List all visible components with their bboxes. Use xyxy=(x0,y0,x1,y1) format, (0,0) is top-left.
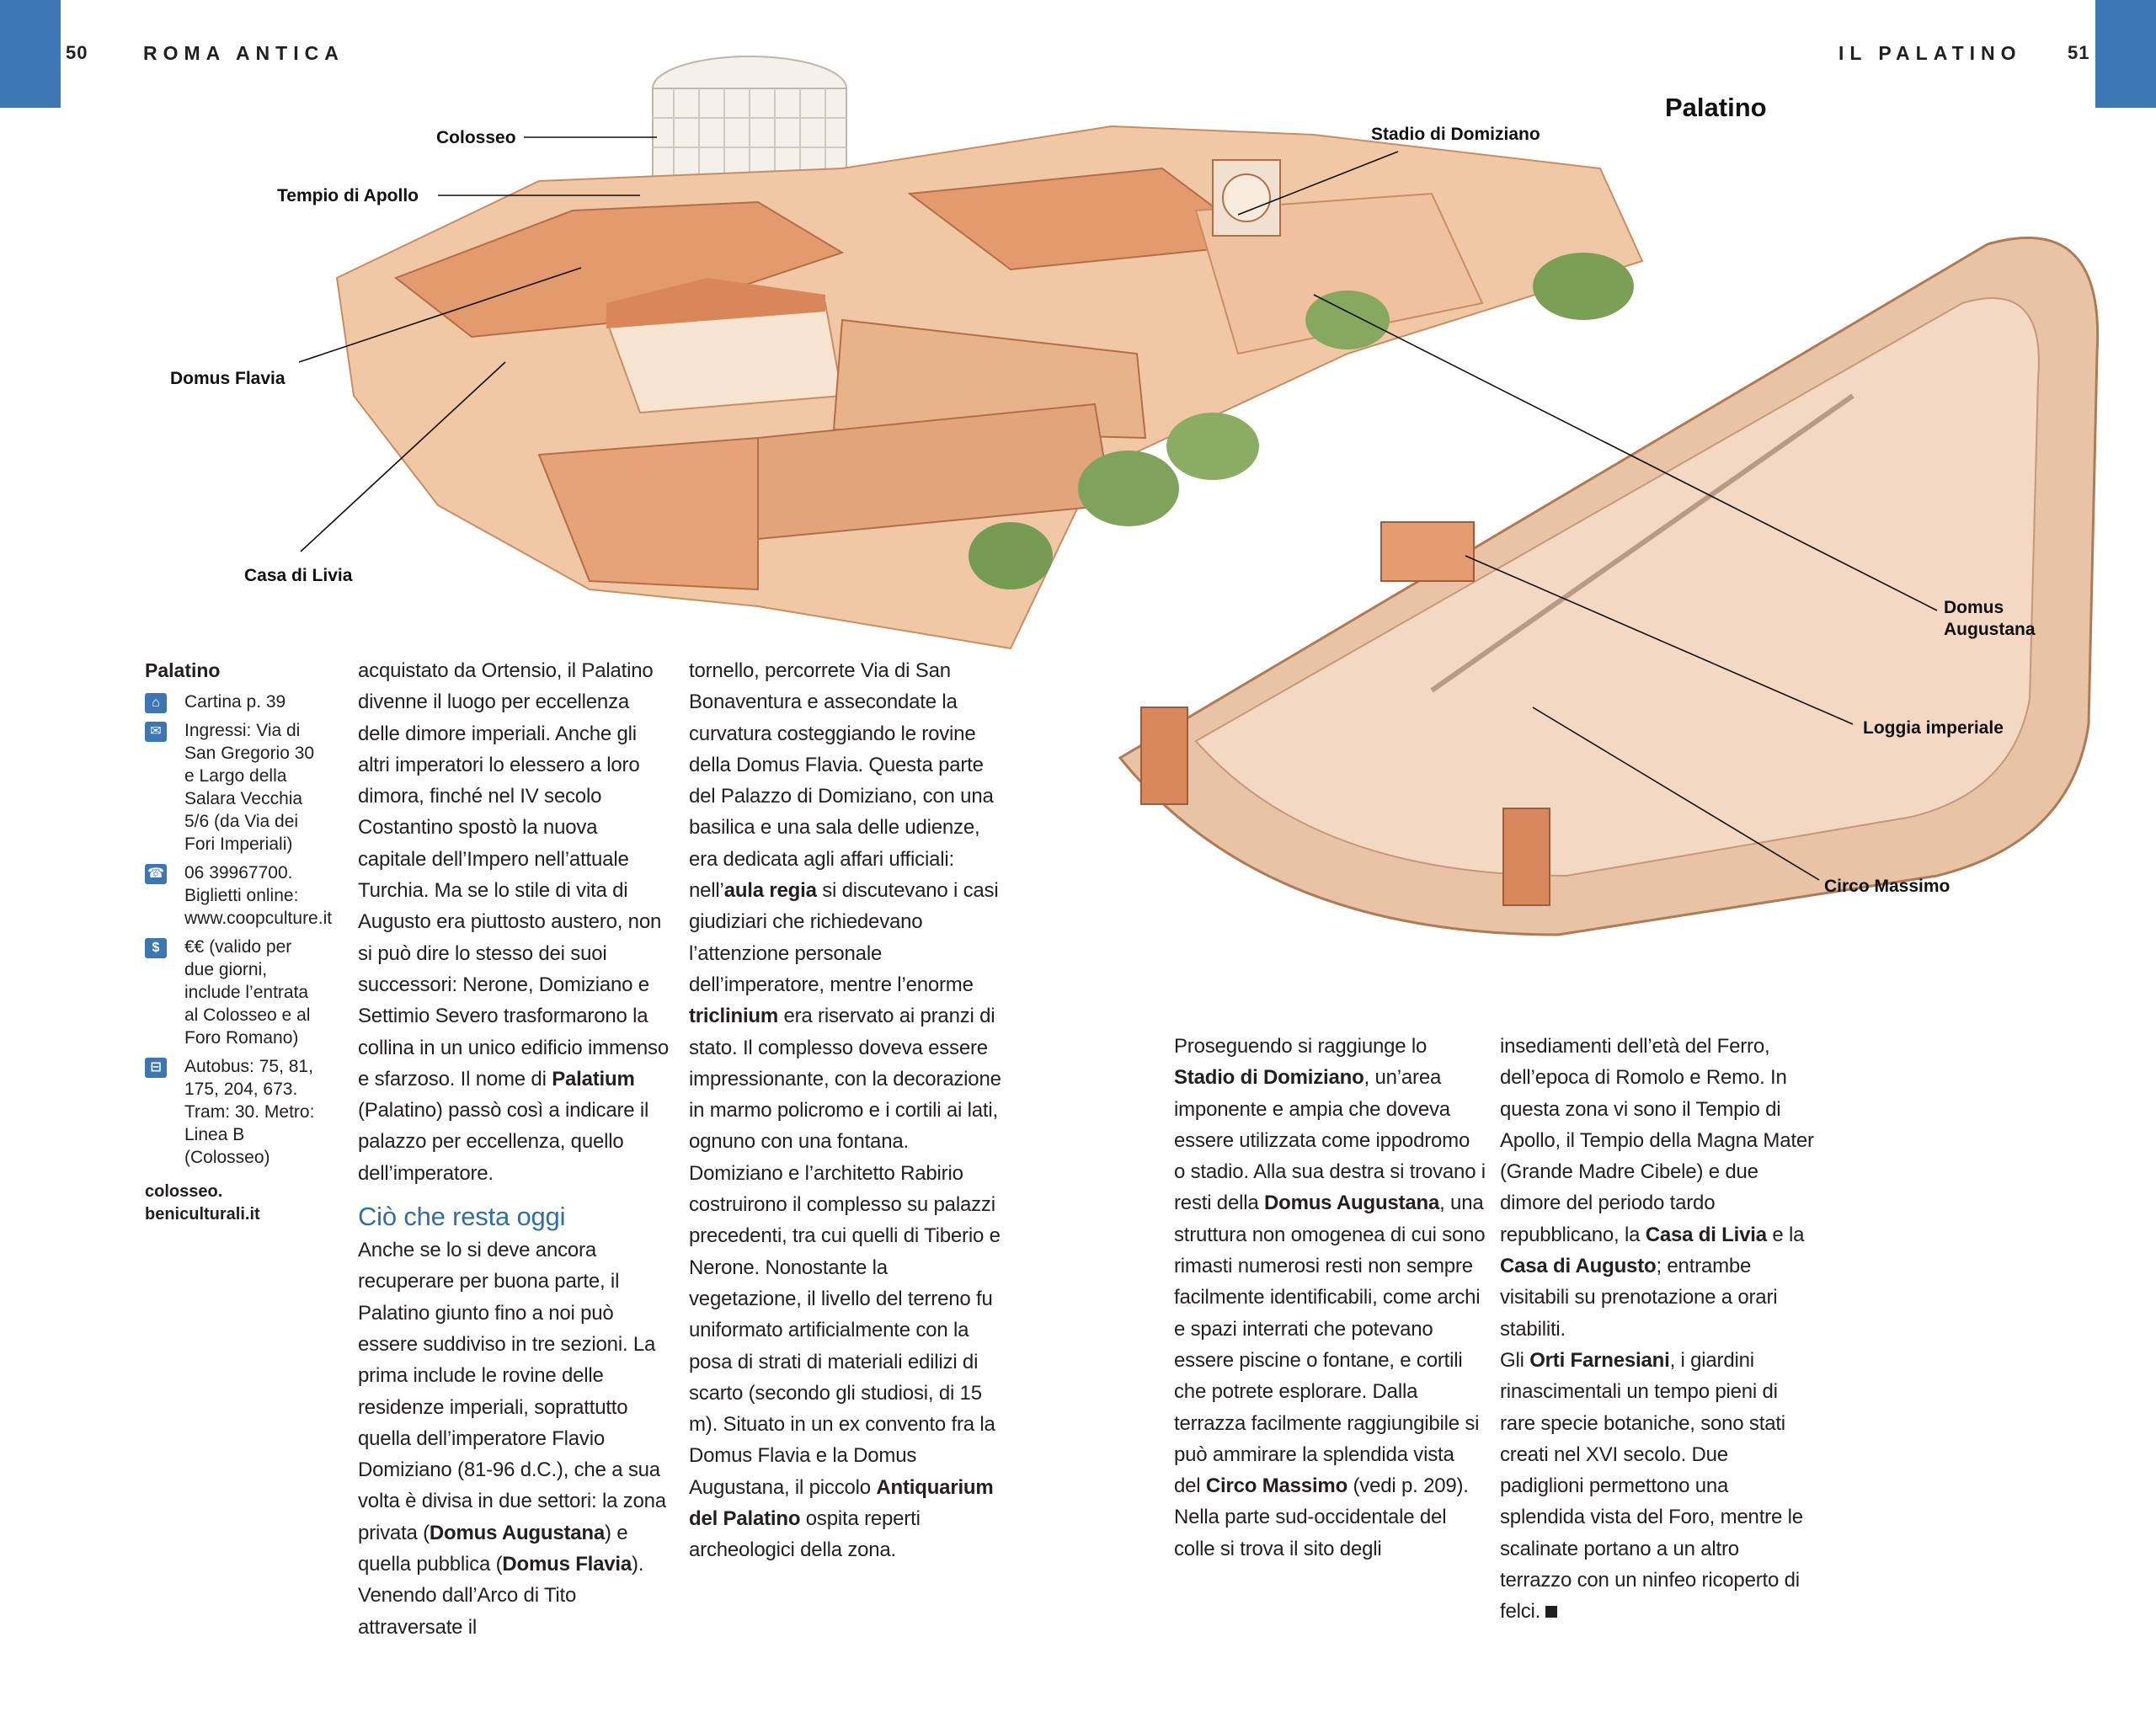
transport-icon: ⊟ xyxy=(145,1058,167,1078)
label-circo: Circo Massimo xyxy=(1824,877,1951,896)
info-row-address: ✉ Ingressi: Via di San Gregorio 30 e Largo della Salara Vecchia 5/6 (da Via dei Fori Imperiali) xyxy=(145,719,322,856)
label-domus-flavia: Domus Flavia xyxy=(170,369,286,388)
left-running-title: ROMA ANTICA xyxy=(143,42,344,64)
right-page-number: 51 xyxy=(2068,42,2090,63)
phone-icon: ☎ xyxy=(145,864,167,884)
text-column-3 xyxy=(1174,1031,1486,1565)
end-of-article-mark xyxy=(1545,1606,1557,1618)
illustration-title: Palatino xyxy=(1665,93,1767,122)
section-heading: Ciò che resta oggi xyxy=(358,1202,566,1232)
info-website-link[interactable]: colosseo. beniculturali.it xyxy=(145,1182,260,1224)
paragraph: insediamenti dell’età del Ferro, dell’epoca di Romolo e Remo. In questa zona vi sono il Tempio di Apollo, il Tempio della Magna Mater (Grande Madre Cibele) e due dimore del periodo tardo repubblicano, la Casa di Livia e la Casa di Augusto; entrambe visitabili su prenotazione a orari stabiliti. xyxy=(1500,1035,1814,1341)
map-icon: ⌂ xyxy=(145,693,167,713)
info-title: Palatino xyxy=(145,659,221,681)
label-tempio-apollo: Tempio di Apollo xyxy=(277,186,419,205)
address-icon: ✉ xyxy=(145,722,167,742)
label-loggia: Loggia imperiale xyxy=(1863,718,2004,738)
paragraph: acquistato da Ortensio, il Palatino divenne il luogo per eccellenza delle dimore imperiali. Anche gli altri imperatori lo elessero a loro dimora, finché nel IV secolo Costantino spostò la nuova capitale dell’Impero nell’attuale Turchia. Ma se lo stile di vita di Augusto era piuttosto austero, non si può dire lo stesso dei suoi successori: Nerone, Domiziano e Settimio Severo trasformarono la collina in un unico edificio immenso e sfarzoso. Il nome di Palatium (Palatino) passò così a indicare il palazzo per eccellenza, quello dell’imperatore. xyxy=(358,659,669,1185)
paragraph: tornello, percorrete Via di San Bonaventura e assecondate la curvatura costeggiando le rovine della Domus Flavia. Questa parte del Palazzo di Domiziano, con una basilica e una sala delle udienze, era dedicata agli affari ufficiali: nell’aula regia si discutevano i casi giudiziari che richiedevano l’attenzione personale dell’imperatore, mentre l’enorme triclinium era riservato ai pranzi di stato. Il complesso doveva essere impressionante, con la decorazione in marmo policromo e i cortili ai lati, ognuno con una fontana. Domiziano e l’architetto Rabirio costruirono il complesso su palazzi precedenti, tra cui quelli di Tiberio e Nerone. Nonostante la vegetazione, il livello del terreno fu uniformato artificialmente con la posa di strati di materiali edilizi di scarto (secondo gli studiosi, di 15 m). Situato in un ex convento fra la Domus Flavia e la Domus Augustana, il piccolo Antiquarium del Palatino ospita reperti archeologici della zona. xyxy=(689,659,1001,1562)
label-domus-augustana: Domus Augustana xyxy=(1944,598,2036,639)
info-row-map: ⌂ Cartina p. 39 xyxy=(145,691,322,713)
info-row-phone: ☎ 06 39967700. Biglietti online: www.coopculture.it xyxy=(145,861,322,930)
label-casa-livia: Casa di Livia xyxy=(244,566,353,585)
label-colosseo: Colosseo xyxy=(436,128,516,147)
right-running-title: IL PALATINO xyxy=(1838,42,2022,64)
info-box xyxy=(145,659,333,1226)
paragraph: Proseguendo si raggiunge lo Stadio di Domiziano, un’area imponente e ampia che doveva essere utilizzata come ippodromo o stadio. Alla sua destra si trovano i resti della Domus Augustana, una struttura non omogenea di cui sono rimasti numerosi resti non sempre facilmente identificabili, come archi e spazi interrati che potevano essere piscine o fontane, e cortili che potrete esplorare. Dalla terrazza facilmente raggiungibile si può ammirare la splendida vista del Circo Massimo (vedi p. 209). Nella parte sud-occidentale del colle si trova il sito degli xyxy=(1174,1035,1486,1560)
paragraph: Gli Orti Farnesiani, i giardini rinascimentali un tempo pieni di rare specie botaniche, sono stati creati nel XVI secolo. Due padiglioni permettono una splendida vista del Foro, mentre le scalinate portano a un altro terrazzo con un ninfeo ricoperto di felci. xyxy=(1500,1348,1803,1624)
text-column-4 xyxy=(1500,1031,1816,1628)
label-stadio: Stadio di Domiziano xyxy=(1371,125,1540,144)
text-column-2 xyxy=(689,655,1005,1566)
left-page-number: 50 xyxy=(66,42,88,63)
paragraph: Anche se lo si deve ancora recuperare per buona parte, il Palatino giunto fino a noi può essere suddiviso in tre sezioni. La prima include le rovine delle residenze imperiali, soprattutto quella dell’imperatore Flavio Domiziano (81-96 d.C.), che a sua volta è divisa in due settori: la zona privata (Domus Augustana) e quella pubblica (Domus Flavia). Venendo dall’Arco di Tito attraversate il xyxy=(358,1239,666,1639)
info-row-price: $ €€ (valido per due giorni, include l’entrata al Colosseo e al Foro Romano) xyxy=(145,936,322,1049)
price-icon: $ xyxy=(145,938,167,958)
text-column-1 xyxy=(358,655,670,1643)
info-row-transport: ⊟ Autobus: 75, 81, 175, 204, 673. Tram: 30. Metro: Linea B (Colosseo) xyxy=(145,1055,322,1169)
